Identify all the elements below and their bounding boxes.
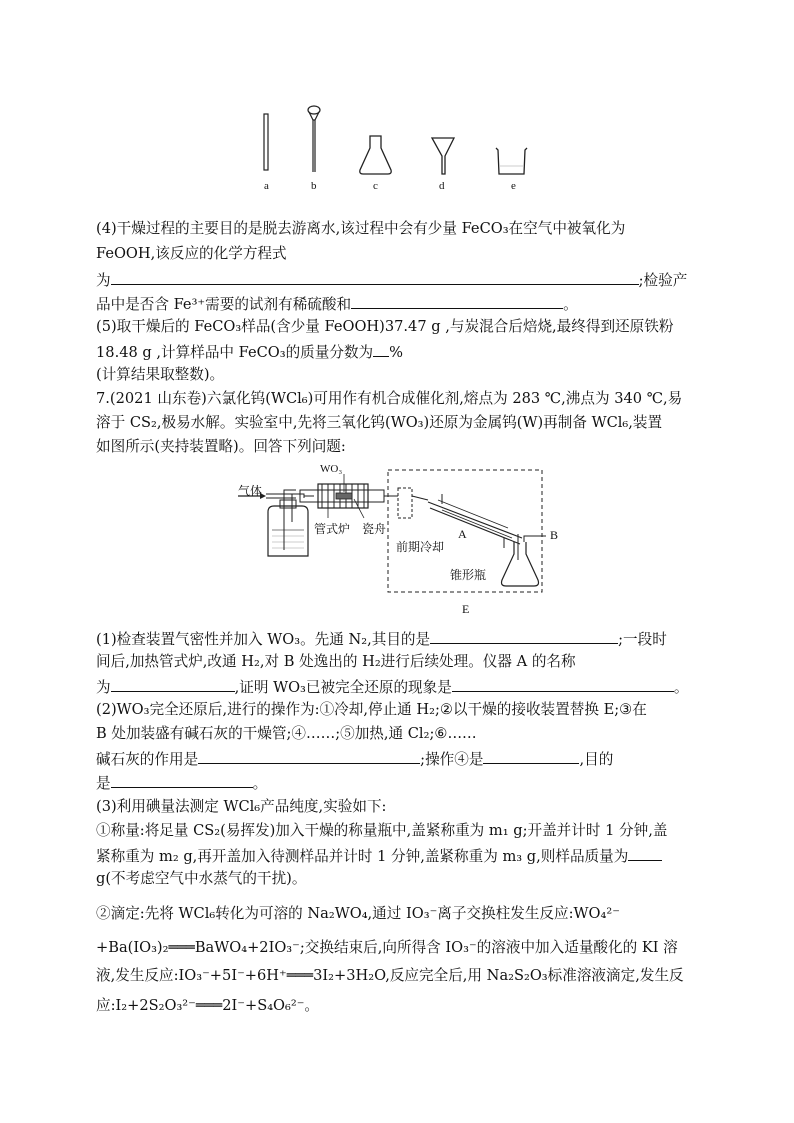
b-label: B [550, 528, 559, 542]
cooling-label: 前期冷却 [396, 540, 445, 554]
label-b: b [311, 180, 317, 192]
sub2-line3-end: ,目的 [579, 751, 614, 768]
conical-flask-icon [502, 534, 547, 586]
sub2-line4 [96, 772, 267, 794]
q4-line4 [96, 293, 578, 315]
sub3-line7: 液,发生反应:IO₃⁻+5I⁻+6H⁺═══3I₂+3H₂O,反应完全后,用 Na₂S₂O₃标准溶液滴定,发生反 [96, 967, 684, 984]
sub1-line3 [96, 676, 688, 698]
sub2-line3 [96, 748, 613, 770]
q7-line1: 7.(2021 山东卷)六氯化钨(WCl₆)可用作有机合成催化剂,熔点为 283 ℃,沸点为 340 ℃,易 [96, 390, 683, 407]
q5-line3: (计算结果取整数)。 [96, 366, 225, 383]
q4-line2: FeOOH,该反应的化学方程式 [96, 245, 287, 262]
sub2-line2: B 处加装盛有碱石灰的干燥管;④……;⑤加热,通 Cl₂;⑥…… [96, 725, 477, 742]
sub3-line2: ①称量:将足量 CS₂(易挥发)加入干燥的称量瓶中,盖紧称重为 m₁ g;开盖并计时 1 分钟,盖 [96, 822, 668, 839]
sub3-line3 [96, 845, 662, 867]
sub3-line6: +Ba(IO₃)₂═══BaWO₄+2IO₃⁻;交换结束后,向所得含 IO₃⁻的溶液中加入适量酸化的 KI 溶 [96, 939, 678, 956]
q5-line2-end: % [389, 344, 404, 361]
sub3-line1: (3)利用碘量法测定 WCl₆产品纯度,实验如下: [96, 798, 387, 815]
sub1-line3-start: 为 [96, 679, 111, 696]
sub3-line5: ②滴定:先将 WCl₆转化为可溶的 Na₂WO₄,通过 IO₃⁻离子交换柱发生反应:WO₄²⁻ [96, 905, 620, 922]
sub2-line4-end: 。 [252, 775, 268, 792]
sub3-line3-start: 紧称重为 m₂ g,再开盖加入待测样品并计时 1 分钟,盖紧称重为 m₃ g,则样品质量为 [96, 848, 629, 865]
q7-line2: 溶于 CS₂,极易水解。实验室中,先将三氧化钨(WO₃)还原为金属钨(W)再制备 WCl₆,装置 [96, 414, 663, 431]
wash-bottle-icon [268, 490, 308, 556]
apparatus-diagram [232, 460, 552, 620]
sub2-line1: (2)WO₃完全还原后,进行的操作为:①冷却,停止通 H₂;②以干燥的接收装置替换 E;③在 [96, 701, 647, 718]
spatula-icon [308, 106, 320, 172]
sub2-line3-mid: ;操作④是 [420, 751, 484, 768]
label-d: d [439, 180, 445, 192]
sub1-line1-end: ;一段时 [618, 631, 667, 648]
q4-line3 [96, 269, 687, 291]
gas-label: 气体 [238, 484, 263, 498]
label-c: c [373, 180, 378, 192]
boat-label: 瓷舟 [362, 522, 387, 536]
q5-line1: (5)取干燥后的 FeCO₃样品(含少量 FeOOH)37.47 g ,与炭混合后焙烧,最终得到还原铁粉 [96, 318, 674, 335]
q4-line1: (4)干燥过程的主要目的是脱去游离水,该过程中会有少量 FeCO₃在空气中被氧化为 [96, 220, 626, 237]
funnel-icon [432, 138, 454, 174]
q5-line2 [96, 341, 403, 363]
furnace-label: 管式炉 [314, 522, 351, 536]
q4-line4-end: 。 [563, 296, 578, 313]
sub3-line4: g(不考虑空气中水蒸气的干扰)。 [96, 870, 307, 887]
glass-rod-icon [264, 114, 268, 170]
phenomenon-blank[interactable] [452, 676, 674, 692]
sub3-line8: 应:I₂+2S₂O₃²⁻═══2I⁻+S₄O₆²⁻。 [96, 997, 320, 1014]
equation-blank[interactable] [111, 269, 639, 285]
sub2-line3-start: 碱石灰的作用是 [96, 751, 199, 768]
lab-equipment-figure [250, 100, 550, 182]
sample-mass-blank[interactable] [628, 845, 662, 861]
sub1-line1-start: (1)检查装置气密性并加入 WO₃。先通 N₂,其目的是 [96, 631, 431, 648]
sub1-line3-end: 。 [673, 679, 689, 696]
n2-purpose-blank[interactable] [430, 628, 618, 644]
q4-line4-start: 品中是否含 Fe³⁺需要的试剂有稀硫酸和 [96, 296, 352, 313]
wo3-label: WO₃ [320, 463, 343, 475]
q4-line3-start: 为 [96, 272, 111, 289]
mass-fraction-blank[interactable] [373, 341, 389, 357]
reagent-blank[interactable] [351, 293, 563, 309]
label-a: a [264, 180, 269, 192]
instrument-name-blank[interactable] [111, 676, 235, 692]
sub1-line3-mid: ,证明 WO₃已被完全还原的现象是 [234, 679, 452, 696]
operation-4-blank[interactable] [483, 748, 579, 764]
beaker-icon [496, 148, 527, 174]
sub1-line2: 间后,加热管式炉,改通 H₂,对 B 处逸出的 H₂进行后续处理。仪器 A 的名称 [96, 653, 576, 670]
cooling-box [398, 488, 412, 518]
q4-line3-end: ;检验产 [638, 272, 688, 289]
a-label: A [458, 527, 467, 541]
e-label: E [462, 602, 470, 616]
sub1-line1 [96, 628, 667, 650]
flask-label: 锥形瓶 [450, 568, 487, 582]
q5-line2-start: 18.48 g ,计算样品中 FeCO₃的质量分数为 [96, 344, 374, 361]
sub2-line4-start: 是 [96, 775, 111, 792]
label-e: e [511, 180, 516, 192]
erlenmeyer-flask-icon [360, 136, 391, 174]
q7-line3: 如图所示(夹持装置略)。回答下列问题: [96, 438, 346, 455]
purpose-blank[interactable] [111, 772, 253, 788]
soda-lime-role-blank[interactable] [198, 748, 420, 764]
